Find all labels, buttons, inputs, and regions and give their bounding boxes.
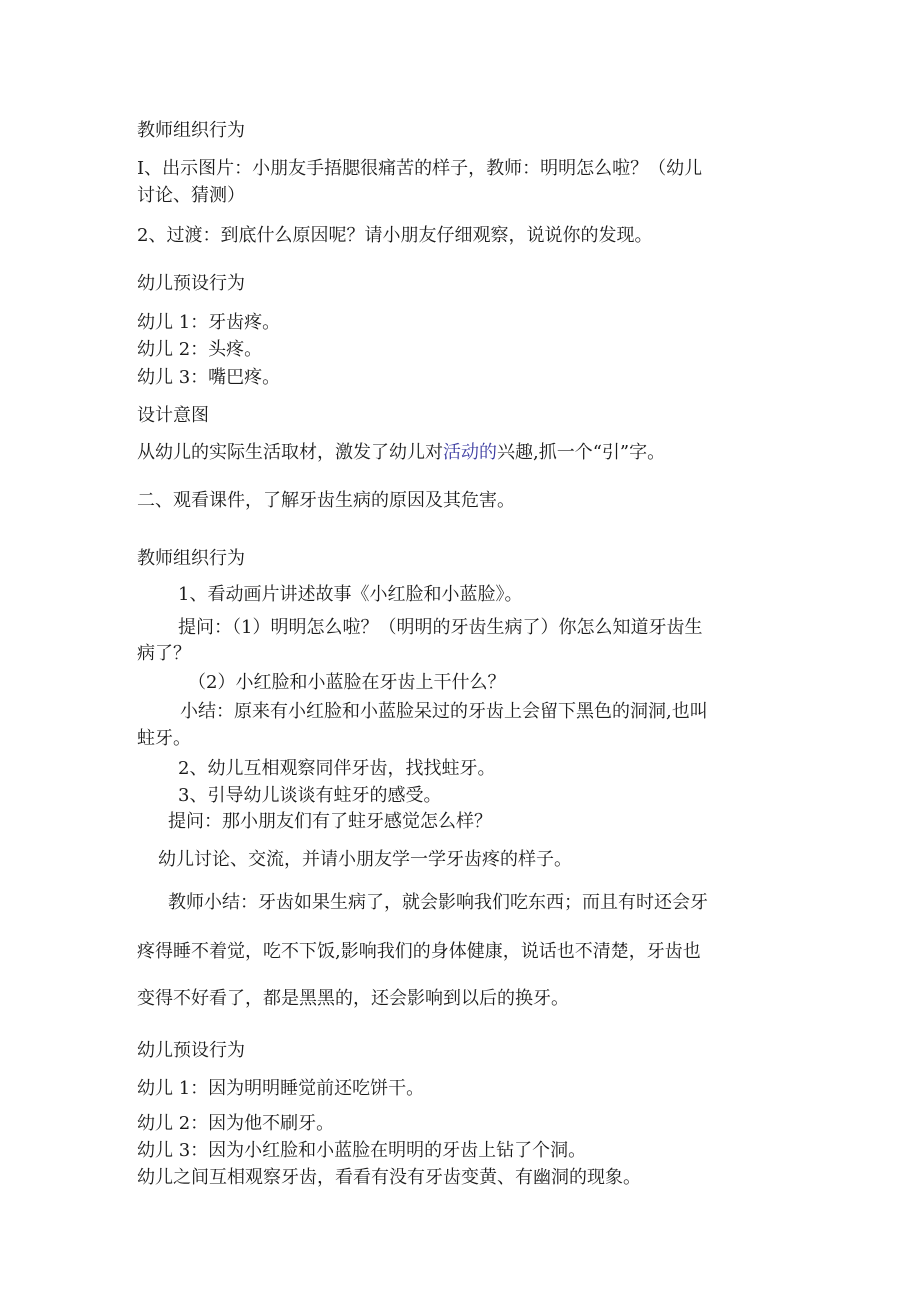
section-2-title: 二、观看课件，了解牙齿生病的原因及其危害。	[137, 490, 515, 511]
question-2: （2）小红脸和小蓝脸在牙齿上干什么？	[188, 672, 506, 693]
child-behavior-heading-2: 幼儿预设行为	[137, 1040, 245, 1061]
teacher-item-1-line-1: I、出示图片：小朋友手捂腮很痛苦的样子，教师：明明怎么啦？（幼儿	[137, 158, 703, 179]
child-response-2: 幼儿 2：头疼。	[137, 339, 263, 360]
child-answer-2: 幼儿 2：因为他不刷牙。	[137, 1113, 335, 1134]
child-behavior-heading: 幼儿预设行为	[137, 273, 245, 294]
step-1: 1、看动画片讲述故事《小红脸和小蓝脸》。	[178, 584, 523, 605]
summary-line-1: 小结：原来有小红脸和小蓝脸呆过的牙齿上会留下黑色的洞洞,也叫	[180, 701, 708, 722]
child-response-1: 幼儿 1：牙齿疼。	[137, 312, 281, 333]
teacher-summary-line-1: 教师小结：牙齿如果生病了，就会影响我们吃东西；而且有时还会牙	[168, 892, 708, 913]
summary-line-2: 蛀牙。	[137, 728, 191, 749]
teacher-summary-line-2: 疼得睡不着觉，吃不下饭,影响我们的身体健康，说话也不清楚，牙齿也	[137, 941, 701, 962]
design-intent-pre: 从幼儿的实际生活取材，激发了幼儿对	[137, 442, 443, 463]
teacher-behavior-heading: 教师组织行为	[137, 120, 245, 141]
child-response-3: 幼儿 3：嘴巴疼。	[137, 367, 281, 388]
child-answer-1: 幼儿 1：因为明明睡觉前还吃饼干。	[137, 1078, 425, 1099]
question-1-line-2: 病了？	[137, 643, 191, 664]
step-3: 3、引导幼儿谈谈有蛀牙的感受。	[178, 785, 442, 806]
activity-link[interactable]: 活动的	[443, 442, 497, 463]
design-intent-text	[137, 441, 665, 465]
teacher-item-1-line-2: 讨论、猜测）	[137, 185, 245, 206]
child-answer-3: 幼儿 3：因为小红脸和小蓝脸在明明的牙齿上钻了个洞。	[137, 1140, 587, 1161]
step-2: 2、幼儿互相观察同伴牙齿，找找蛀牙。	[178, 758, 496, 779]
discussion: 幼儿讨论、交流，并请小朋友学一学牙齿疼的样子。	[158, 849, 572, 870]
design-intent-heading: 设计意图	[137, 405, 209, 426]
teacher-summary-line-3: 变得不好看了，都是黑黑的，还会影响到以后的换牙。	[137, 988, 569, 1009]
question-1-line-1: 提问：（1）明明怎么啦？（明明的牙齿生病了）你怎么知道牙齿生	[178, 617, 703, 638]
teacher-behavior-heading-2: 教师组织行为	[137, 548, 245, 569]
teacher-item-2: 2、过渡：到底什么原因呢？请小朋友仔细观察，说说你的发现。	[137, 225, 653, 246]
observe-activity: 幼儿之间互相观察牙齿，看看有没有牙齿变黄、有幽洞的现象。	[137, 1167, 641, 1188]
question-3: 提问：那小朋友们有了蛀牙感觉怎么样？	[168, 811, 492, 832]
design-intent-post: 兴趣,抓一个“引”字。	[497, 442, 666, 463]
